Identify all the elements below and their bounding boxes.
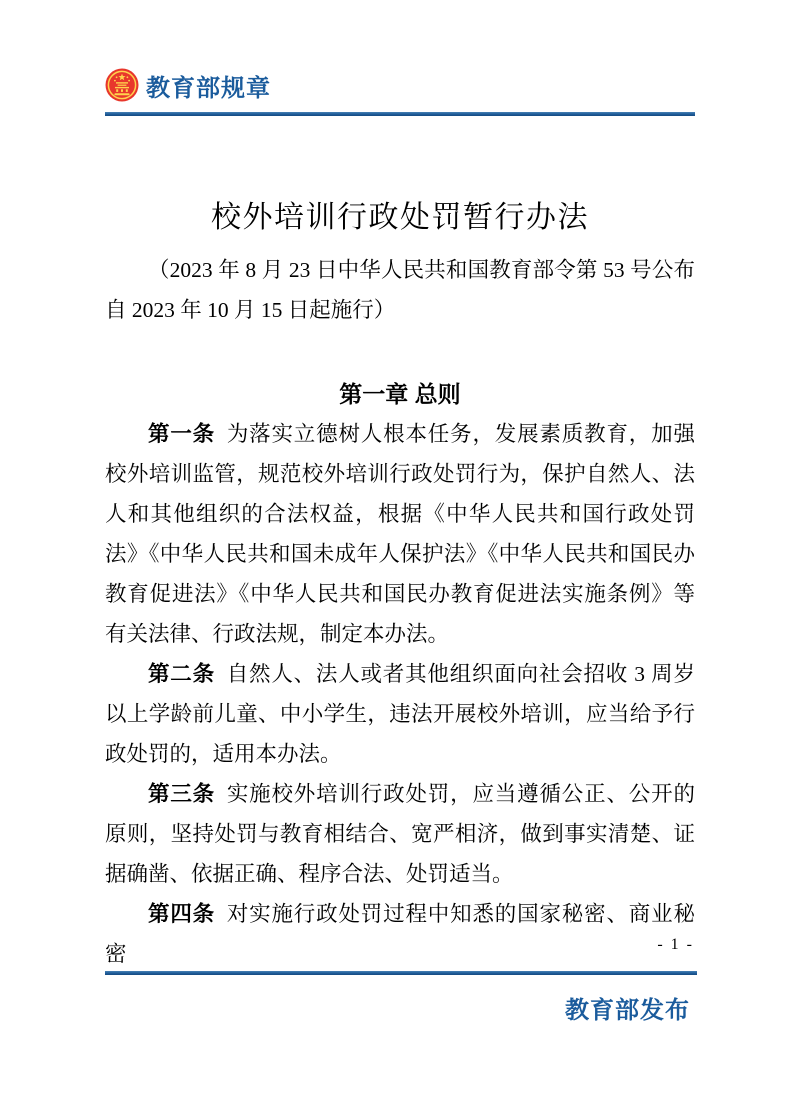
header-brand — [105, 66, 271, 104]
page-number: - 1 - — [657, 936, 694, 953]
document-title: 校外培训行政处罚暂行办法 — [211, 201, 589, 234]
article-1-label: 第一条 — [148, 422, 215, 446]
article-2 — [105, 654, 695, 774]
publisher-label: 教育部发布 — [565, 997, 690, 1024]
footer-divider — [105, 971, 697, 975]
article-1 — [105, 414, 695, 654]
header-title: 教育部规章 — [146, 74, 271, 102]
header-divider — [105, 112, 695, 116]
article-1-text: 为落实立德树人根本任务，发展素质教育，加强校外培训监管，规范校外培训行政处罚行为，保护自然人、法人和其他组织的合法权益，根据《中华人民共和国行政处罚法》《中华人民共和国未成年人保护法》《中华人民共和国民办教育促进法》《中华人民共和国民办教育促进法实施条例》等有关法律、行政法规，制定本办法。 — [105, 422, 695, 646]
document-subtitle: （2023 年 8 月 23 日中华人民共和国教育部令第 53 号公布 自 2023 年 10 月 15 日起施行） — [105, 258, 695, 322]
article-2-text: 自然人、法人或者其他组织面向社会招收 3 周岁以上学龄前儿童、中小学生，违法开展校外培训，应当给予行政处罚的，适用本办法。 — [105, 662, 695, 766]
national-emblem-icon — [105, 68, 139, 102]
article-4-label: 第四条 — [148, 902, 215, 926]
article-4-text: 对实施行政处罚过程中知悉的国家秘密、商业秘密 — [105, 902, 695, 966]
article-3-label: 第三条 — [148, 782, 215, 806]
chapter-heading: 第一章 总则 — [339, 381, 461, 407]
article-body — [105, 414, 695, 974]
article-3 — [105, 774, 695, 894]
article-3-text: 实施校外培训行政处罚，应当遵循公正、公开的原则，坚持处罚与教育相结合、宽严相济，做到事实清楚、证据确凿、依据正确、程序合法、处罚适当。 — [105, 782, 695, 886]
article-2-label: 第二条 — [148, 662, 215, 686]
article-4 — [105, 894, 695, 974]
